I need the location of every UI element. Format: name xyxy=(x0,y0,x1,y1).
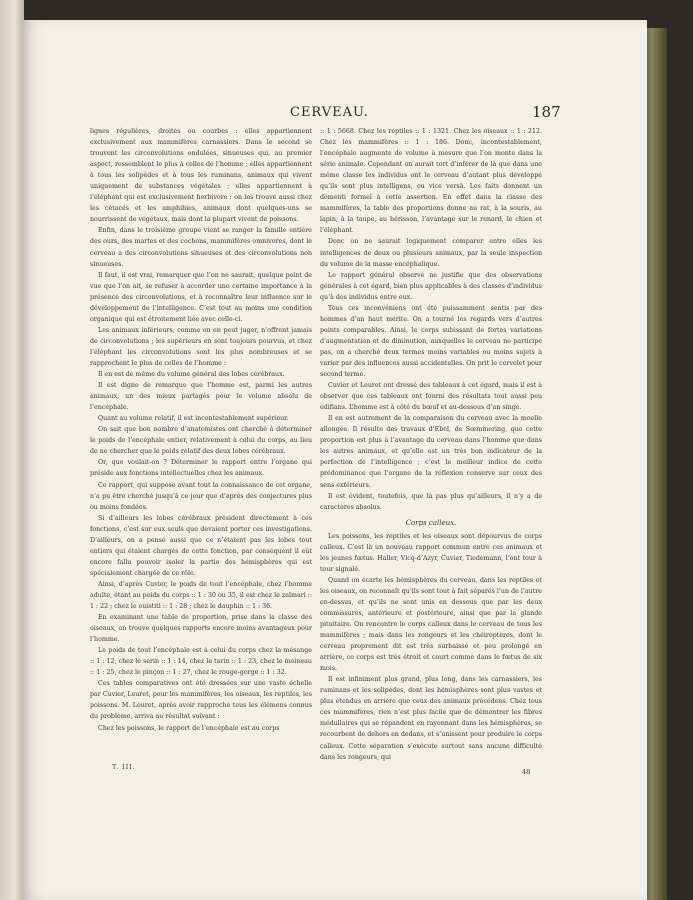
paragraph: On sait que bon nombre d’anatomistes ont cherché à déterminer le poids de l’encéphale entier, relativement à celui du corps, au lieu de ne chercher que le poids relatif des deux lobes cérébraux. xyxy=(90,426,312,456)
paragraph: Le poids de tout l’encéphale est à celui du corps chez la mésange :: 1 : 12, chez le serin :: 1 : 14, chez le tarin :: 1 : 23, chez le moineau :: 1 : 25, chez le pinçon :: 1 : 27, chez le rouge-gorge :: 1 : 32. xyxy=(90,647,312,677)
paragraph: Ce rapport, qui suppose avant tout la connaissance de cet organe, n’a pu être cherché jusqu’à ce jour que d’après des conjectures plus ou moins fondées. xyxy=(90,481,312,511)
paragraph: Les poissons, les reptiles et les oiseaux sont dépourvus de corps calleux. C’est là un nouveau rapport commun entre ces animaux et les jeunes fœtus. Haller, Vicq-d’Azyr, Cuvier, Tiedemann, l’ont tour à tour signalé. xyxy=(320,532,542,573)
paragraph: Si d’ailleurs les lobes cérébraux président directement à ces fonctions, c’est sur eux seuls que devaient porter ces investigations. D’ailleurs, on a pensé aussi que ce n’étaient pas les lobes tout entiers qui étaient chargés de cette fonction, par conséquent il eût encore fallu pouvoir isoler la partie des hémisphères qui est spécialement chargée de ce rôle. xyxy=(90,514,312,577)
paragraph: Or, que voulait-on ? Déterminer le rapport entre l’organe qui préside aux fonctions intellectuelles chez les animaux. xyxy=(90,459,312,478)
paragraph: :: 1 : 5668. Chez les reptiles :: 1 : 1321. Chez les oiseaux :: 1 : 212. Chez les mammifères :: 1 : 186. Donc, incontestablement, l’encéphale augmente de volume à mesure que l’on monte dans la série animale. Cependant on aurait tort d’inférer de là que dans une même classe les individus ont le cerveau d’autant plus développé qu’ils sont plus intelligens, ou vice versâ. Les faits donnent un démenti formel à cette assertion. En effet dans la classe des mammifères, la table des proportions donne au rat, à la souris, au lapin, à la taupe, au hérisson, l’avantage sur le renard, le chien et l’éléphant. xyxy=(320,128,542,235)
paragraph: Ces tables comparatives ont été dressées sur une vaste échelle par Cuvier, Leuret, pour les mammifères, les oiseaux, les reptiles, les poissons. M. Leuret, après avoir rapproché tous les élémens connus du problème, arriva au résultat suivant : xyxy=(90,680,312,721)
page-number: 187 xyxy=(532,103,561,121)
page-header xyxy=(22,105,647,125)
right-column xyxy=(320,126,542,763)
paragraph: Quand on écarte les hémisphères du cerveau, dans les reptiles et les oiseaux, on reconnaît qu’ils sont tout à fait séparés l’un de l’autre en-dessus, et qu’ils ne sont unis en dessous que par les deux commissures, antérieure et postérieure, ainsi que par la glande pituitaire. On rencontre le corps calleux dans le cerveau de tous les mammifères ; mais dans les rongeurs et les chéiroptères, dont le cerveau proprement dit est très surbaissé et peu prolongé en arrière, ce corps est très étroit et court comme dans le fœtus de six mois. xyxy=(320,576,542,673)
section-title: Corps calleux. xyxy=(405,518,457,527)
paragraph: Donc on ne saurait logiquement comparer entre elles les intelligences de deux ou plusieurs animaux, par la seule inspection du volume de la masse encéphalique. xyxy=(320,238,542,268)
right-column-text-b xyxy=(320,531,542,763)
sheet-number: 48 xyxy=(522,768,531,776)
book-edge xyxy=(645,28,667,900)
paragraph: Cuvier et Leuret ont dressé des tableaux à cet égard, mais il est à observer que ces tableaux ont fourni des résultats tout aussi peu édifians. L’homme est à côté du bœuf et au-dessous d’un singe. xyxy=(320,382,542,412)
paragraph: Enfin, dans le troisième groupe vient se ranger la famille entière des ours, des martes et des cochons, mammifères omnivores, dont le cerveau a des circonvolutions sinueuses et des circonvolutions non sinueuses. xyxy=(90,227,312,268)
running-title: CERVEAU. xyxy=(290,105,369,120)
paragraph: lignes régulières, droites ou courbes : elles appartiennent exclusivement aux mammifères carnassiers. Dans le second se trouvent les circonvolutions ondulées, sinueuses qui, au premier aspect, ressemblent le plus à celles de l’homme ; elles appartiennent à tous les solipèdes et à tous les ruminans, animaux qui vivent uniquement de substances végétales ; elles appartiennent à l’éléphant qui est exclusivement herbivore : on les trouve aussi chez les cétacés et les amphibies, animaux dont quelques-uns se nourrissent de végétaux, mais dont la plupart vivent de poissons. xyxy=(90,128,312,224)
paragraph: Quant au volume relatif, il est incontestablement supérieur. xyxy=(98,415,289,423)
paragraph: Les animaux inférieurs, comme on en peut juger, n’offrent jamais de circonvolutions ; les supérieurs en sont toujours pourvus, et chez l’éléphant les circonvolutions sont les plus nombreuses et se rapprochent le plus de celles de l’homme : xyxy=(90,326,312,367)
paragraph: Il est évident, toutefois, que là pas plus qu’ailleurs, il n’y a de caractères absolus. xyxy=(320,492,542,511)
signature-mark: T. III. xyxy=(112,764,136,771)
right-column-text-a xyxy=(320,126,542,513)
paragraph: Il en est de même du volume général des lobes cérébraux. xyxy=(98,371,285,379)
paragraph: En examinant une table de proportion, prise dans la classe des oiseaux, on trouve quelques rapports encore moins avantageux pour l’homme. xyxy=(90,614,312,644)
paragraph: Le rapport général observé ne justifie que des observations générales à cet égard, bien plus applicables à des classes d’individus qu’à des individus entre eux. xyxy=(320,271,542,301)
paragraph: Il est infiniment plus grand, plus long, dans les carnassiers, les ruminans et les solipèdes, dont les hémisphères sont plus vastes et plus étendus en arrière que ceux des animaux précédens. Chez tous ces mammifères, rien n’est plus facile que de démontrer les fibres médullaires qui se répandent en rayonnant dans les hémisphères, se recourbent de dehors en dedans, et s’unissent pour produire le corps calleux. Cette séparation s’exécute surtout sans aucune difficulté dans les rongeurs, qui xyxy=(320,676,542,761)
page xyxy=(22,20,647,900)
paragraph: Chez les poissons, le rapport de l’encéphale est au corps xyxy=(98,724,280,732)
paragraph: Ainsi, d’après Cuvier, le poids de tout l’encéphale, chez l’homme adulte, étant au poids du corps :: 1 : 30 ou 35, il est chez le zaïmari :: 1 : 22 ; chez le ouistiti :: 1 : 28 ; chez le dauphin :: 1 : 36. xyxy=(90,580,312,611)
left-column xyxy=(90,126,312,734)
facing-page-edge xyxy=(0,0,24,900)
paragraph: Il est digne de remarque que l’homme est, parmi les autres animaux, un des mieux partagés pour le volume absolu de l’encéphale. xyxy=(90,382,312,412)
paragraph: Tous ces inconvéniens ont été puissamment sentis par des hommes d’un haut mérite. On a tourné les regards vers d’autres points comparables. Ainsi, le corps subissant de fortes variations d’augmentation et de diminution, auxquelles le cerveau ne participe pas, on a cherché deux termes moins variables ou moins sujets à varier par des influences aussi accidentelles. On prit le cervelet pour second terme. xyxy=(320,304,542,379)
paragraph: Il en est autrement de la comparaison du cerveau avec la moelle allongée. Il résulte des travaux d’Ebel, de Sœmmering, que cette proportion est plus à l’avantage du cerveau dans l’homme que dans les autres animaux, et qu’elle est un très bon indicateur de la perfection de l’intelligence ; c’est le meilleur indice de cette prédominance que l’organe de la réflexion conserve sur ceux des sens extérieurs. xyxy=(320,415,542,489)
paragraph: Il faut, il est vrai, remarquer que l’on ne saurait, quelque point de vue que l’on ait, se refuser à accorder une certaine importance à la présence des circonvolutions, et à reconnaître leur influence sur le développement de l’intelligence. C’est tout au moins une condition organique qui est étroitement liée avec celle-ci. xyxy=(90,271,312,323)
